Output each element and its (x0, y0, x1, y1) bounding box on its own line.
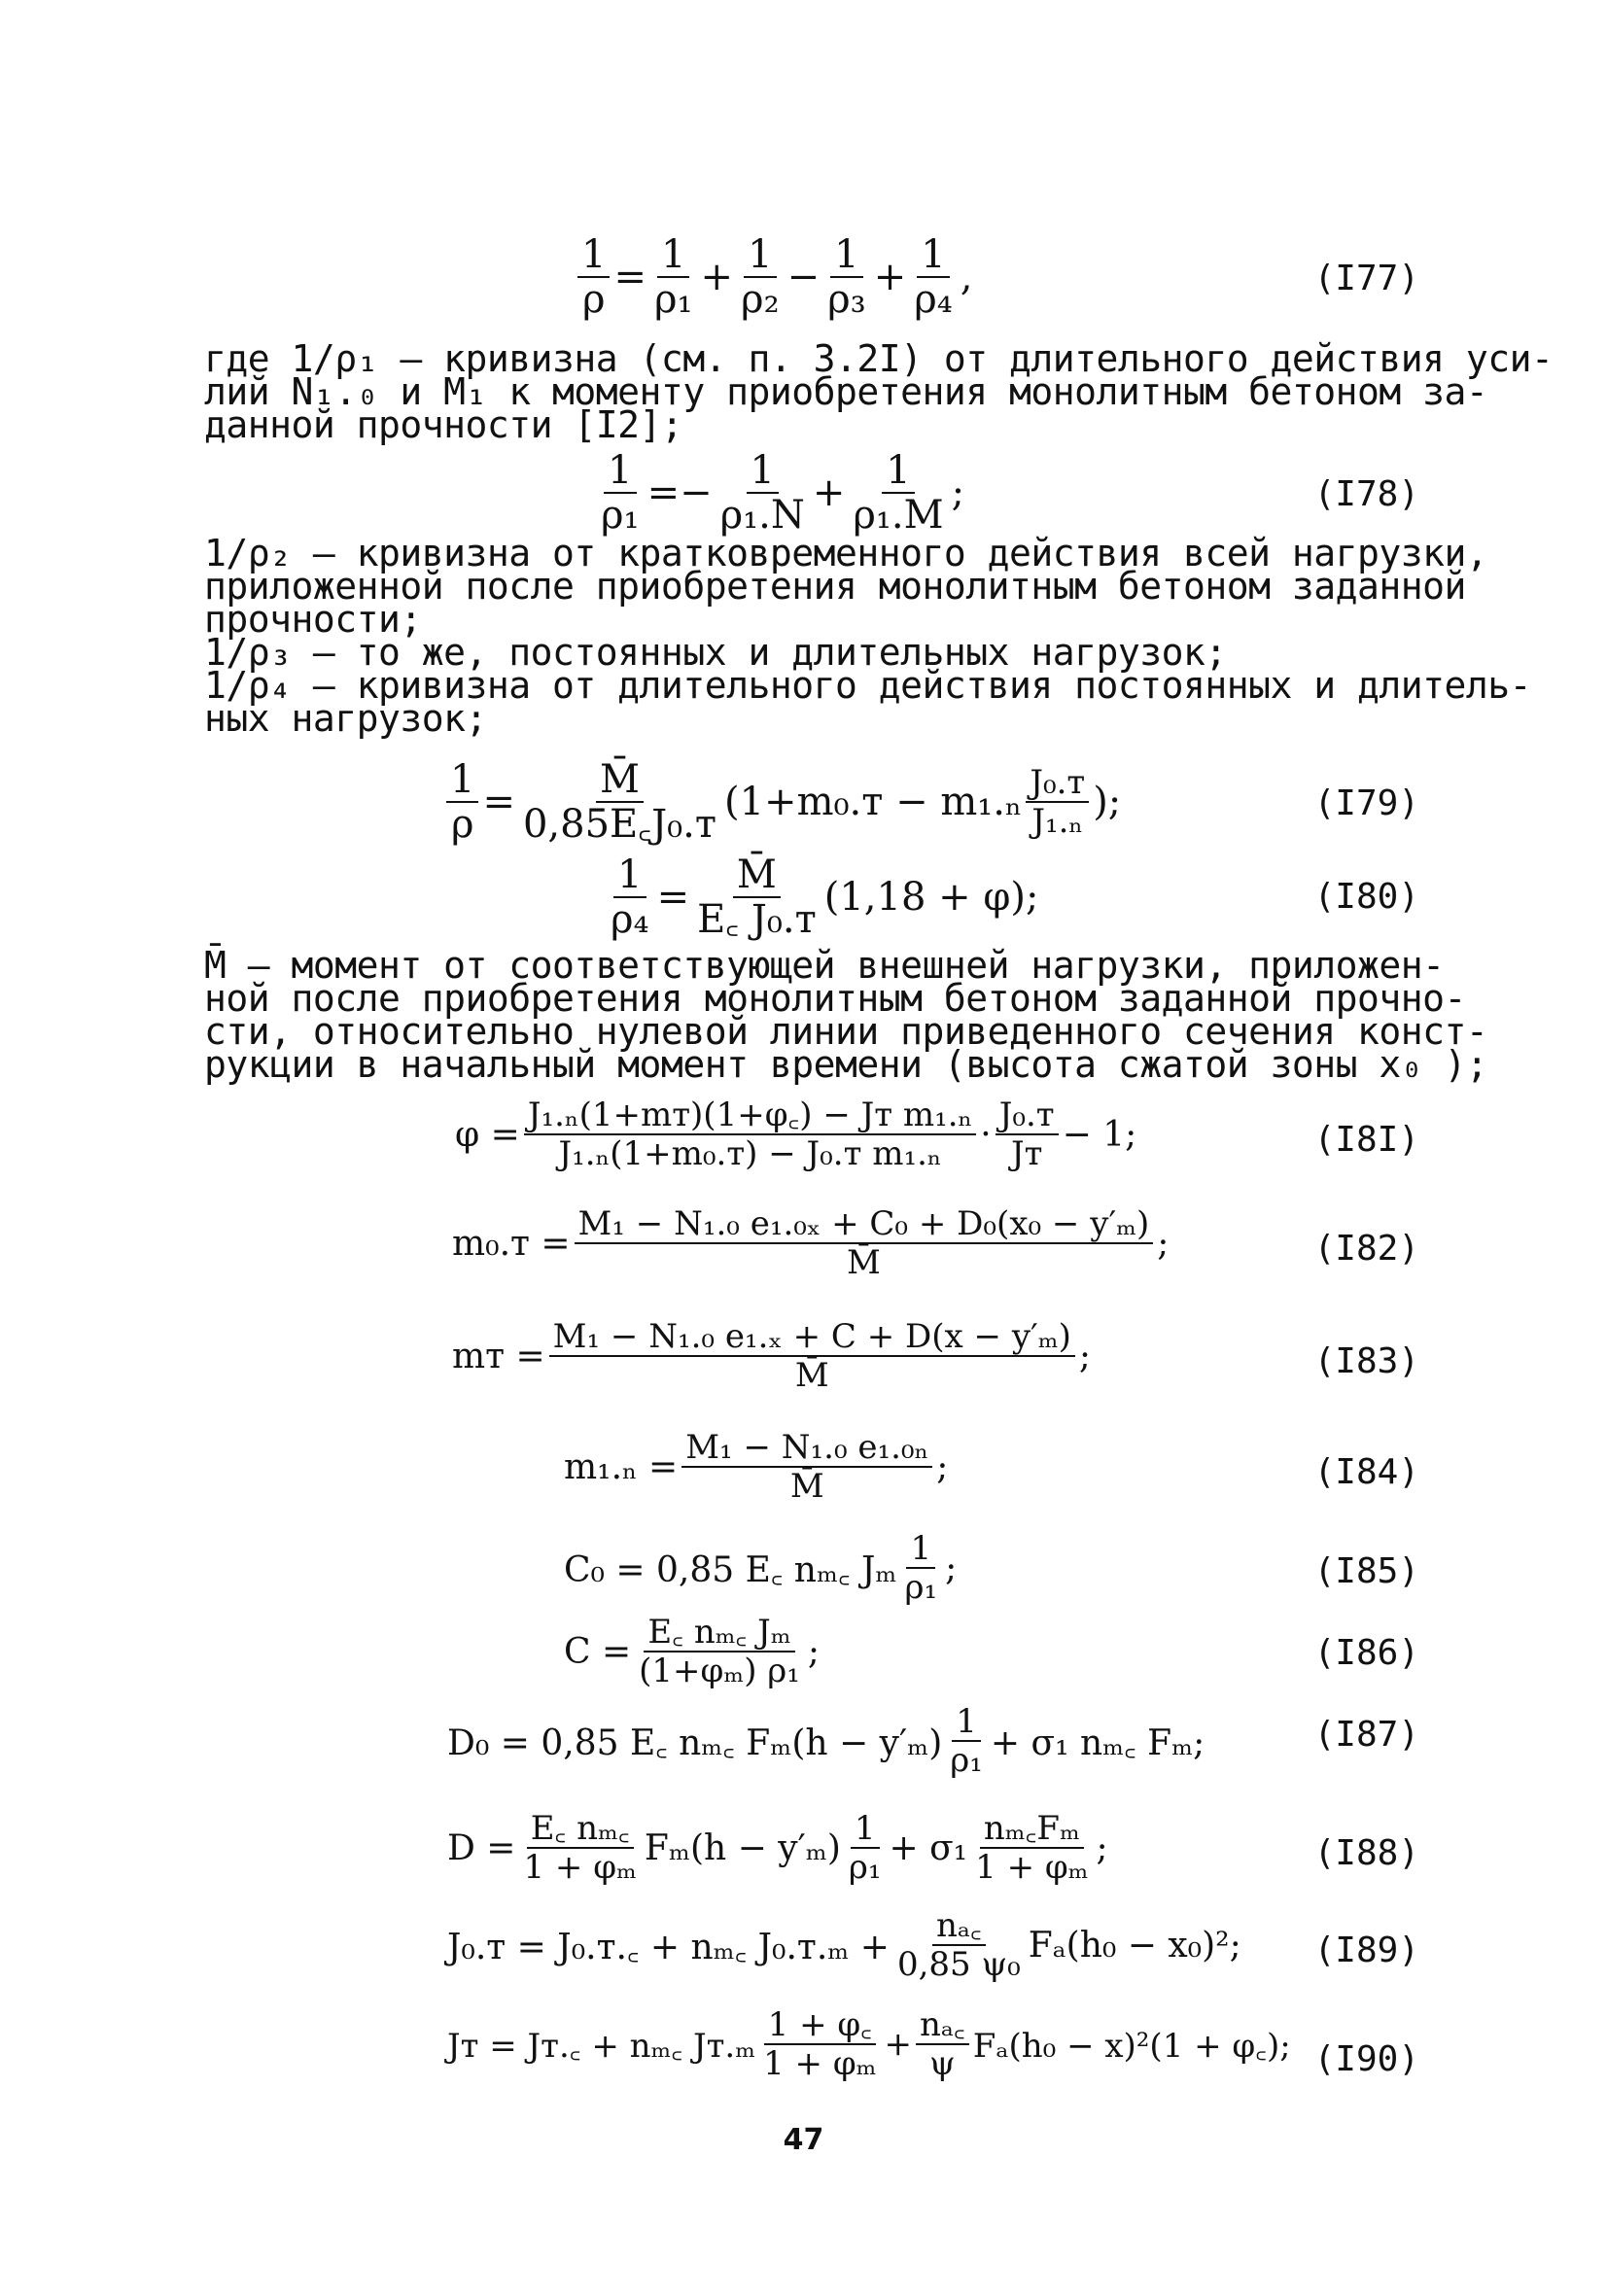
paragraph-1-line-2: лий N₁.₀ и M₁ к моменту приобретения монолитным бетоном за- (204, 370, 1488, 413)
fraction: $\frac{\text{J₁.ₙ(1+mᴛ)(1+φ꜀) − Jᴛ m₁.ₙ}}{\text{J₁.ₙ(1+m₀.ᴛ) − J₀.ᴛ m₁.ₙ}}$ (524, 1096, 976, 1172)
fraction: $\frac{M̄}{\text{E꜀ J₀.ᴛ}}$ (697, 852, 817, 942)
equation-number-190: (I90) (1313, 2039, 1419, 2079)
fraction: $\frac{\text{M₁ − N₁.₀ e₁.ₓ + C + D(x − y′ₘ)}}{M̄}$ (549, 1318, 1075, 1394)
equation-178: $\frac{1}{\text{ρ₁}}$ =− $\frac{1}{\text{ρ₁.N}}$ + $\frac{1}{\text{ρ₁.M}}$ ; (593, 449, 964, 537)
fraction: $\frac{\text{J₀.ᴛ}}{\text{Jᴛ}}$ (996, 1096, 1059, 1172)
fraction: $\frac{1}{\text{ρ₁}}$ (904, 1529, 938, 1607)
fraction: $\frac{\text{nₘ꜀Fₘ}}{\text{1 + φₘ}}$ (975, 1809, 1089, 1887)
paragraph-2-line-6: ных нагрузок; (204, 697, 487, 740)
equation-number-178: (I78) (1313, 474, 1419, 514)
equation-184: m₁.ₙ = $\frac{\text{M₁ − N₁.₀ e₁.₀ₙ}}{M̄}$ ; (564, 1428, 949, 1506)
equation-number-181: (I8I) (1313, 1120, 1419, 1160)
fraction: $\frac{1}{\text{ρ₁}}$ (848, 1809, 882, 1887)
paragraph-3-line-2: ной после приобретения монолитным бетоном заданной прочно- (204, 977, 1466, 1020)
fraction: $\frac{1}{\text{ρ₁}}$ (653, 232, 693, 322)
equation-number-180: (I80) (1313, 877, 1419, 917)
equation-179: $\frac{1}{\rho}$ = $\frac{M̄}{\text{0,85E꜀J₀.ᴛ}}$ (1+m₀.ᴛ − m₁.ₙ $\frac{\text{J₀.ᴛ}}{\text{J₁.ₙ}}$ ); (442, 758, 1121, 846)
equation-185: C₀ = 0,85 E꜀ nₘ꜀ Jₘ $\frac{1}{\text{ρ₁}}$ ; (564, 1529, 958, 1607)
paragraph-3-line-1: M̄ – момент от соответствующей внешней нагрузки, приложен- (204, 944, 1445, 987)
page-number: 47 (783, 2123, 824, 2157)
equation-182: m₀.ᴛ = $\frac{\text{M₁ − N₁.₀ e₁.₀ₓ + C₀ + D₀(x₀ − y′ₘ)}}{M̄}$ ; (452, 1204, 1170, 1282)
fraction: $\frac{1}{\rho}$ (446, 758, 478, 846)
paragraph-2-line-3: прочности; (204, 598, 422, 641)
paragraph-2-line-5: 1/ρ₄ – кривизна от длительного действия постоянных и длитель- (204, 664, 1532, 707)
equation-183: mᴛ = $\frac{\text{M₁ − N₁.₀ e₁.ₓ + C + D(x − y′ₘ)}}{M̄}$ ; (452, 1317, 1092, 1395)
fraction: $\frac{1}{\text{ρ₄}}$ (611, 852, 649, 942)
fraction: $\frac{1}{\text{ρ₁.N}}$ (719, 448, 805, 538)
equation-number-186: (I86) (1313, 1633, 1419, 1673)
equation-number-177: (I77) (1313, 259, 1419, 298)
equation-190: Jᴛ = Jᴛ.꜀ + nₘ꜀ Jᴛ.ₘ $\frac{1 + \varphi꜀}{\text{1 + φₘ}}$ + $\frac{\text{nₐ꜀}}{\psi}$ Fₐ(h₀ − x)²(1 + φ꜀); (447, 2005, 1291, 2083)
fraction: $\frac{\text{nₐ꜀}}{\psi}$ (916, 2006, 969, 2082)
paragraph-1-line-3: данной прочности [I2]; (204, 403, 683, 446)
paragraph-2-line-4: 1/ρ₃ – то же, постоянных и длительных нагрузок; (204, 631, 1227, 674)
equation-180: $\frac{1}{\text{ρ₄}}$ = $\frac{M̄}{\text{E꜀ J₀.ᴛ}}$ (1,18 + φ); (603, 853, 1038, 941)
equation-188: D = $\frac{\text{E꜀ nₘ꜀}}{\text{1 + φₘ}}$ Fₘ(h − y′ₘ) $\frac{1}{\text{ρ₁}}$ + σ₁ $\frac{\text{nₘ꜀Fₘ}}{\text{1 + φₘ}}$ ; (447, 1809, 1108, 1887)
equation-189: J₀.ᴛ = J₀.ᴛ.꜀ + nₘ꜀ J₀.ᴛ.ₘ + $\frac{\text{nₐ꜀}}{\text{0,85 ψ₀}}$ Fₐ(h₀ − x₀)²; (447, 1906, 1241, 1984)
equation-186: C = $\frac{\text{E꜀ nₘ꜀ Jₘ}}{\text{(1+φₘ) ρ₁}}$ ; (564, 1613, 821, 1690)
paragraph-3-line-3: сти, относительно нулевой линии приведенного сечения конст- (204, 1010, 1488, 1053)
fraction: $\frac{\text{M₁ − N₁.₀ e₁.₀ₓ + C₀ + D₀(x₀ − y′ₘ)}}{M̄}$ (575, 1205, 1154, 1281)
equation-181: φ = $\frac{\text{J₁.ₙ(1+mᴛ)(1+φ꜀) − Jᴛ m₁.ₙ}}{\text{J₁.ₙ(1+m₀.ᴛ) − J₀.ᴛ m₁.ₙ}}$ · $\frac{\text{J₀.ᴛ}}{\text{Jᴛ}}$ − 1; (455, 1096, 1137, 1173)
equation-number-185: (I85) (1313, 1551, 1419, 1591)
fraction: $\frac{\text{E꜀ nₘ꜀ Jₘ}}{\text{(1+φₘ) ρ₁}}$ (639, 1613, 800, 1690)
fraction: $\frac{\text{M₁ − N₁.₀ e₁.₀ₙ}}{M̄}$ (681, 1429, 932, 1505)
equation-177: $\frac{1}{\rho}$ = $\frac{1}{\text{ρ₁}}$ + $\frac{1}{\text{ρ₂}}$ − $\frac{1}{\text{ρ₃}}$ + $\frac{1}{\text{ρ₄}}$ , (574, 233, 972, 321)
equation-number-182: (I82) (1313, 1229, 1419, 1269)
equation-187: D₀ = 0,85 E꜀ nₘ꜀ Fₘ(h − y′ₘ) $\frac{1}{\text{ρ₁}}$ + σ₁ nₘ꜀ Fₘ; (447, 1702, 1205, 1780)
fraction: $\frac{\text{nₐ꜀}}{\text{0,85 ψ₀}}$ (896, 1906, 1021, 1984)
fraction: $\frac{M̄}{\text{0,85E꜀J₀.ᴛ}}$ (522, 757, 716, 847)
fraction: $\frac{1}{\text{ρ₁}}$ (601, 448, 640, 538)
fraction: $\frac{1}{\rho}$ (577, 233, 610, 321)
paragraph-2-line-2: приложенной после приобретения монолитным бетоном заданной (204, 565, 1466, 608)
equation-number-189: (I89) (1313, 1931, 1419, 1970)
fraction: $\frac{1}{\text{ρ₁}}$ (950, 1702, 983, 1780)
fraction: $\frac{1}{\text{ρ₃}}$ (827, 232, 866, 322)
fraction: $\frac{1}{\text{ρ₂}}$ (741, 232, 780, 322)
paragraph-3-line-4: рукции в начальный момент времени (высота сжатой зоны x₀ ); (204, 1043, 1488, 1086)
equation-number-184: (I84) (1313, 1452, 1419, 1492)
paragraph-1-line-1: где 1/ρ₁ – кривизна (см. п. 3.2I) от длительного действия уси- (204, 337, 1554, 380)
fraction: $\frac{1}{\text{ρ₁.M}}$ (853, 448, 944, 538)
fraction: $\frac{\text{E꜀ nₘ꜀}}{\text{1 + φₘ}}$ (523, 1809, 637, 1887)
equation-number-187: (I87) (1313, 1715, 1419, 1755)
fraction: $\frac{1 + \varphi꜀}{\text{1 + φₘ}}$ (763, 2005, 877, 2083)
equation-number-179: (I79) (1313, 783, 1419, 823)
equation-number-183: (I83) (1313, 1341, 1419, 1381)
fraction: $\frac{\text{J₀.ᴛ}}{\text{J₁.ₙ}}$ (1026, 764, 1089, 840)
equation-number-188: (I88) (1313, 1833, 1419, 1873)
fraction: $\frac{1}{\text{ρ₄}}$ (914, 232, 953, 322)
paragraph-2-line-1: 1/ρ₂ – кривизна от кратковременного действия всей нагрузки, (204, 532, 1488, 574)
